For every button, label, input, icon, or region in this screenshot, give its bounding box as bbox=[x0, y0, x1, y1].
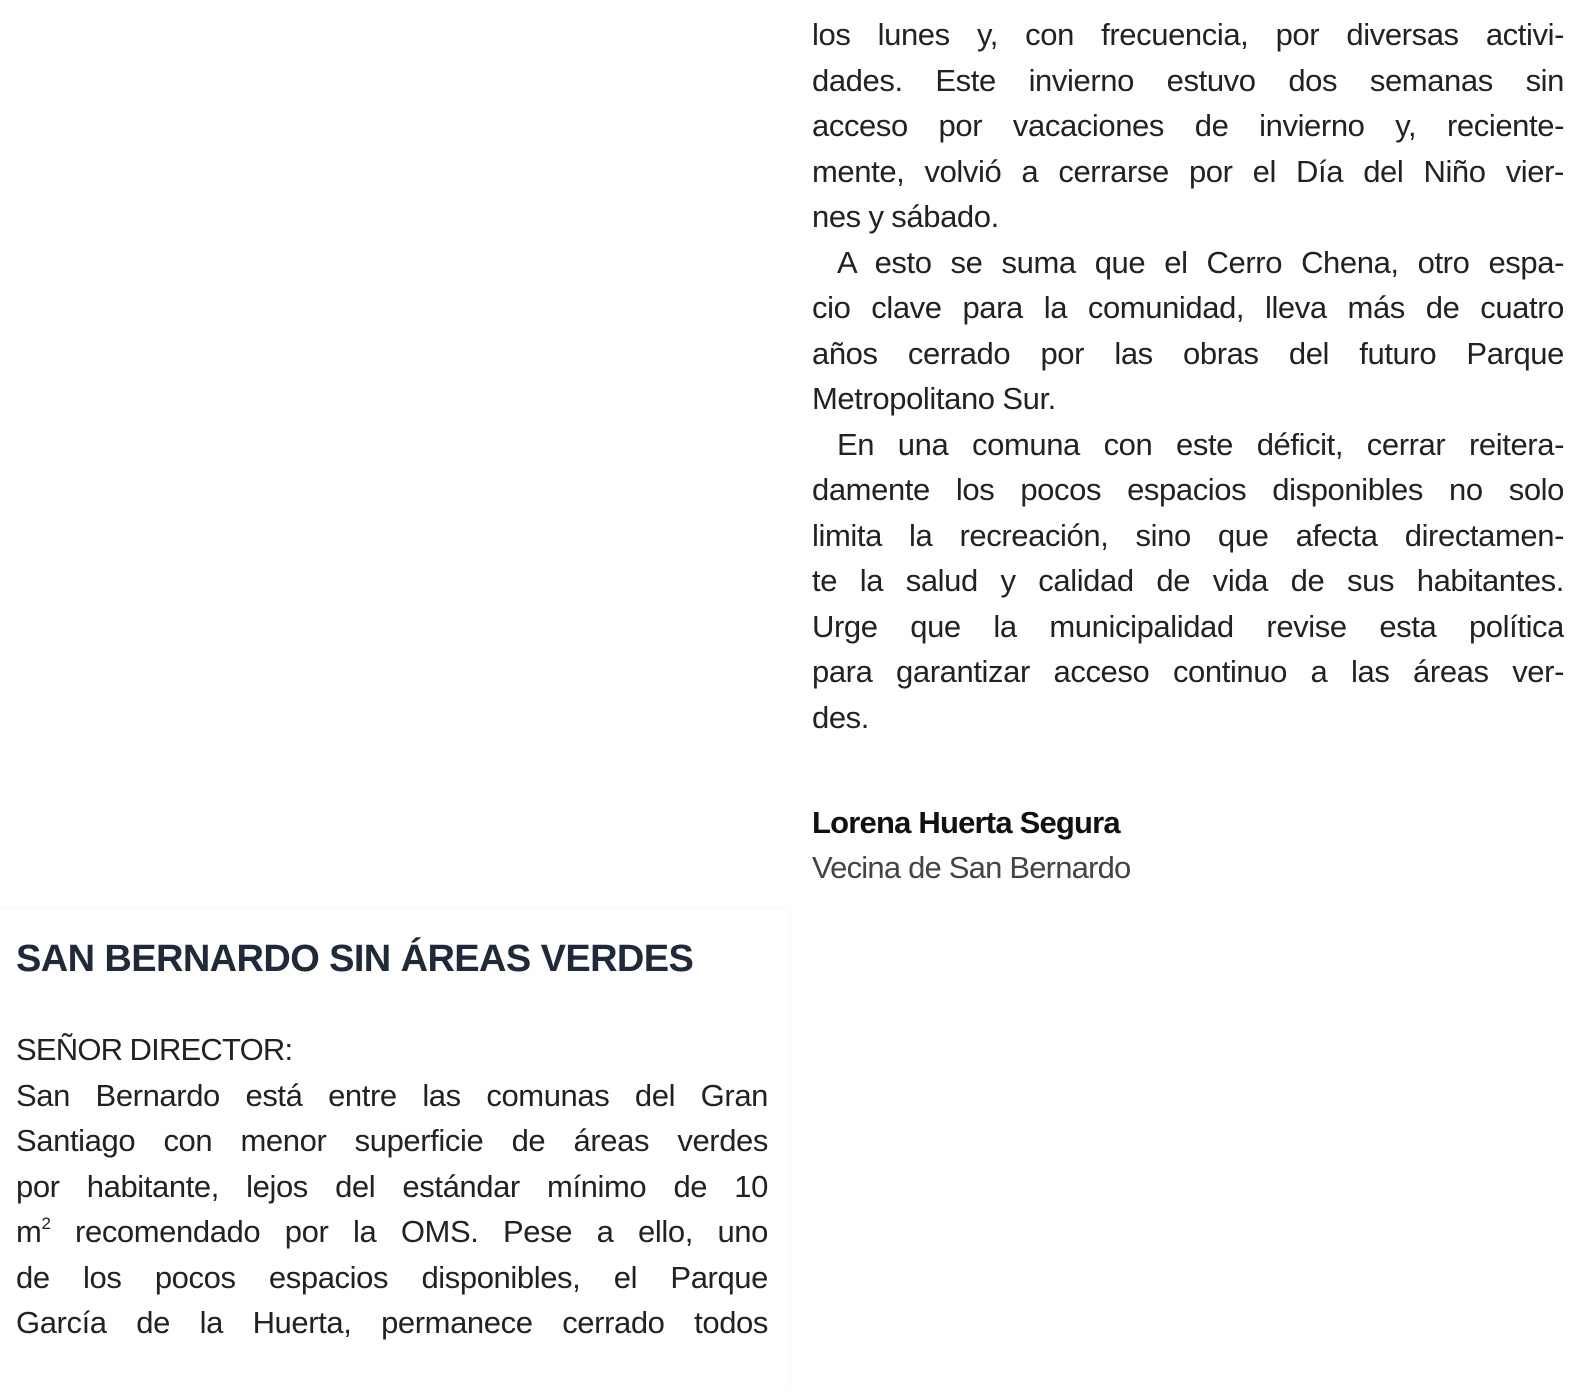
body-line: Urge que la municipalidad revise esta política bbox=[812, 608, 1564, 644]
body-line: San Bernardo está entre las comunas del Gran bbox=[16, 1077, 768, 1113]
body-line: A esto se suma que el Cerro Chena, otro espa- bbox=[837, 244, 1564, 280]
body-line: los lunes y, con frecuencia, por diversas activi- bbox=[812, 17, 1564, 52]
salutation: SEÑOR DIRECTOR: bbox=[16, 1032, 293, 1067]
body-line: dades. Este invierno estuvo dos semanas sin bbox=[812, 62, 1564, 98]
author-name: Lorena Huerta Segura bbox=[812, 805, 1120, 840]
body-line-rest: recomendado por la OMS. Pese a ello, uno bbox=[50, 1214, 768, 1249]
body-line: acceso por vacaciones de invierno y, reciente- bbox=[812, 108, 1564, 143]
body-line: limita la recreación, sino que afecta directamen- bbox=[812, 517, 1564, 553]
body-line-with-unit bbox=[16, 1209, 768, 1255]
body-line: des. bbox=[812, 699, 869, 735]
body-line: por habitante, lejos del estándar mínimo de 10 bbox=[16, 1168, 768, 1204]
body-line: mente, volvió a cerrarse por el Día del Niño vier- bbox=[812, 153, 1564, 189]
author-role: Vecina de San Bernardo bbox=[812, 850, 1131, 885]
body-line: damente los pocos espacios disponibles no solo bbox=[812, 472, 1564, 507]
unit-superscript: 2 bbox=[41, 1214, 51, 1233]
letter-body-column bbox=[16, 1027, 768, 1346]
body-line: cio clave para la comunidad, lleva más de cuatro bbox=[812, 290, 1564, 325]
body-line: de los pocos espacios disponibles, el Parque bbox=[16, 1259, 768, 1295]
body-line: Metropolitano Sur. bbox=[812, 381, 1056, 416]
unit-m: m bbox=[16, 1214, 42, 1249]
body-line: para garantizar acceso continuo a las áreas ver- bbox=[812, 654, 1564, 689]
body-line: García de la Huerta, permanece cerrado todos bbox=[16, 1305, 768, 1340]
body-line: En una comuna con este déficit, cerrar reitera- bbox=[837, 426, 1564, 462]
body-line: años cerrado por las obras del futuro Parque bbox=[812, 335, 1564, 371]
letter-continuation-column bbox=[812, 12, 1564, 740]
letter-headline: SAN BERNARDO SIN ÁREAS VERDES bbox=[16, 938, 694, 980]
body-line: Santiago con menor superficie de áreas verdes bbox=[16, 1123, 768, 1158]
body-line: nes y sábado. bbox=[812, 199, 999, 234]
body-line: te la salud y calidad de vida de sus habitantes. bbox=[812, 563, 1564, 598]
signature-block bbox=[812, 800, 1130, 890]
